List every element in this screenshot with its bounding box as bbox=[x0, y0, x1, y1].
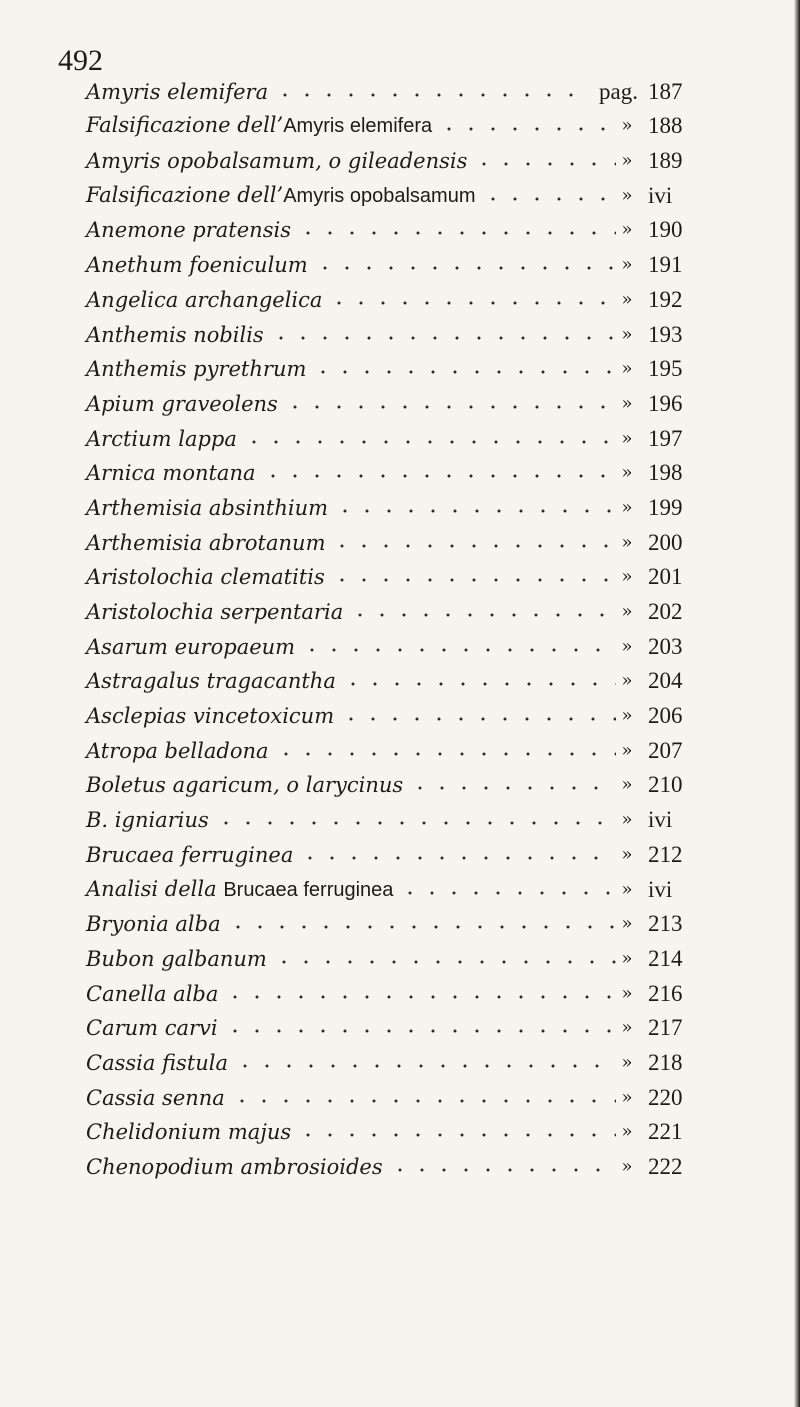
index-entry bbox=[86, 798, 710, 833]
ditto-mark: » bbox=[616, 1015, 638, 1041]
ditto-mark: » bbox=[616, 322, 638, 348]
index-entry bbox=[86, 521, 710, 556]
entry-page: 222 bbox=[638, 1154, 710, 1180]
index-entry bbox=[86, 1145, 710, 1180]
dot-leader bbox=[227, 923, 616, 931]
entry-title-part: Falsificazione dell’ bbox=[86, 182, 284, 207]
ditto-mark: » bbox=[616, 287, 638, 313]
entry-title bbox=[86, 1154, 389, 1180]
ditto-mark: » bbox=[616, 703, 638, 729]
dot-leader bbox=[438, 125, 616, 133]
dot-leader bbox=[301, 646, 616, 654]
dot-leader bbox=[274, 91, 591, 99]
entry-title-part: Atropa belladona bbox=[86, 738, 269, 763]
entry-title bbox=[86, 946, 273, 972]
entry-page: 200 bbox=[638, 530, 710, 556]
index-entry bbox=[86, 1007, 710, 1042]
entry-page: 191 bbox=[638, 252, 710, 278]
dot-leader bbox=[231, 1097, 616, 1105]
entry-page: 217 bbox=[638, 1015, 710, 1041]
entry-title-part: Anemone pratensis bbox=[86, 218, 291, 243]
entry-page: ivi bbox=[638, 877, 710, 903]
ditto-mark: » bbox=[616, 668, 638, 694]
dot-leader bbox=[314, 264, 616, 272]
page-edge-shadow bbox=[794, 0, 800, 1407]
ditto-mark: » bbox=[616, 807, 638, 833]
dot-leader bbox=[334, 507, 616, 515]
index-entry bbox=[86, 174, 710, 209]
entry-page: 188 bbox=[638, 113, 710, 139]
entry-title-part: Brucaea ferruginea bbox=[223, 878, 394, 901]
entry-page: 192 bbox=[638, 287, 710, 313]
entry-title-part: Amyris opobalsamum bbox=[283, 184, 476, 207]
entry-title-part: Falsificazione dell’ bbox=[86, 113, 284, 138]
ditto-mark: » bbox=[616, 426, 638, 452]
ditto-mark: » bbox=[616, 217, 638, 243]
dot-leader bbox=[299, 854, 616, 862]
entry-title-part: Bryonia alba bbox=[86, 912, 221, 937]
index-entry bbox=[86, 764, 710, 799]
entry-title bbox=[86, 252, 314, 278]
ditto-mark: » bbox=[616, 1119, 638, 1145]
entry-title bbox=[86, 217, 297, 243]
ditto-mark: » bbox=[616, 1050, 638, 1076]
dot-leader bbox=[270, 334, 616, 342]
entry-title-part: Cassia senna bbox=[86, 1085, 225, 1110]
entry-page: 212 bbox=[638, 842, 710, 868]
ditto-mark: » bbox=[616, 495, 638, 521]
entry-title-part: Anthemis nobilis bbox=[86, 322, 264, 347]
index-entry bbox=[86, 105, 710, 140]
index-entry bbox=[86, 1041, 710, 1076]
ditto-mark: » bbox=[616, 1154, 638, 1180]
dot-leader bbox=[273, 958, 616, 966]
entry-title bbox=[86, 322, 270, 348]
entry-page: 206 bbox=[638, 703, 710, 729]
entry-page: 214 bbox=[638, 946, 710, 972]
ditto-mark: » bbox=[616, 148, 638, 174]
entry-title-part: Chelidonium majus bbox=[86, 1120, 292, 1145]
ditto-mark: » bbox=[616, 183, 638, 209]
entry-title bbox=[86, 148, 473, 174]
entry-title-part: Brucaea ferruginea bbox=[86, 842, 294, 867]
entry-title-part: Boletus agaricum, o larycinus bbox=[86, 773, 404, 798]
index-entry bbox=[86, 694, 710, 729]
dot-leader bbox=[342, 680, 616, 688]
entry-page: 193 bbox=[638, 322, 710, 348]
entry-title-part: Arthemisia abrotanum bbox=[86, 530, 326, 555]
entry-page: 190 bbox=[638, 217, 710, 243]
entry-page: 198 bbox=[638, 460, 710, 486]
index-entry bbox=[86, 937, 710, 972]
ditto-mark: » bbox=[616, 946, 638, 972]
entry-page: 216 bbox=[638, 981, 710, 1007]
index-entry bbox=[86, 278, 710, 313]
entry-title bbox=[86, 564, 331, 590]
dot-leader bbox=[234, 1062, 616, 1070]
entry-title bbox=[86, 876, 399, 903]
index-entries bbox=[86, 70, 710, 1180]
entry-title-part: Canella alba bbox=[86, 981, 219, 1006]
ditto-mark: » bbox=[616, 530, 638, 556]
dot-leader bbox=[473, 160, 616, 168]
entry-page: 187 bbox=[638, 79, 710, 105]
entry-title-part: Carum carvi bbox=[86, 1016, 218, 1041]
dot-leader bbox=[297, 1131, 616, 1139]
dot-leader bbox=[275, 750, 616, 758]
entry-title-part: Cassia fistula bbox=[86, 1050, 229, 1075]
entry-title bbox=[86, 1085, 231, 1111]
entry-page: 189 bbox=[638, 148, 710, 174]
entry-title-part: Aristolochia clematitis bbox=[86, 565, 325, 590]
dot-leader bbox=[349, 611, 616, 619]
entry-page: 195 bbox=[638, 356, 710, 382]
dot-leader bbox=[482, 195, 617, 203]
index-entry bbox=[86, 486, 710, 521]
entry-title bbox=[86, 668, 342, 694]
index-entry bbox=[86, 382, 710, 417]
dot-leader bbox=[340, 715, 616, 723]
index-entry bbox=[86, 903, 710, 938]
dot-leader bbox=[262, 472, 617, 480]
entry-title bbox=[86, 460, 262, 486]
entry-title bbox=[86, 599, 349, 625]
dot-leader bbox=[331, 542, 616, 550]
entry-page: ivi bbox=[638, 183, 710, 209]
ditto-mark: » bbox=[616, 356, 638, 382]
entry-title bbox=[86, 738, 275, 764]
entry-page: 220 bbox=[638, 1085, 710, 1111]
entry-page: 203 bbox=[638, 634, 710, 660]
entry-title-part: Arnica montana bbox=[86, 461, 256, 486]
index-entry bbox=[86, 243, 710, 278]
entry-page: 210 bbox=[638, 772, 710, 798]
entry-title-part: Amyris elemifera bbox=[283, 115, 433, 138]
entry-title bbox=[86, 1015, 224, 1041]
entry-page: ivi bbox=[638, 807, 710, 833]
entry-title-part: Astragalus tragacantha bbox=[86, 669, 336, 694]
ditto-mark: » bbox=[616, 772, 638, 798]
index-entry bbox=[86, 1076, 710, 1111]
ditto-mark: » bbox=[616, 391, 638, 417]
ditto-mark: » bbox=[616, 877, 638, 903]
entry-page: 204 bbox=[638, 668, 710, 694]
entry-title bbox=[86, 772, 409, 798]
entry-title bbox=[86, 703, 340, 729]
entry-title-part: Amyris opobalsamum, o gileadensis bbox=[86, 149, 468, 174]
ditto-mark: » bbox=[616, 738, 638, 764]
dot-leader bbox=[243, 438, 616, 446]
index-entry bbox=[86, 1111, 710, 1146]
entry-title-part: Aristolochia serpentaria bbox=[86, 600, 344, 624]
entry-title bbox=[86, 287, 328, 313]
entry-page: 207 bbox=[638, 738, 710, 764]
dot-leader bbox=[224, 1027, 616, 1035]
ditto-mark: » bbox=[616, 981, 638, 1007]
entry-title-part: Asarum europaeum bbox=[86, 634, 296, 659]
entry-title bbox=[86, 1119, 297, 1145]
dot-leader bbox=[328, 299, 616, 307]
entry-title bbox=[86, 356, 312, 382]
entry-title bbox=[86, 426, 243, 452]
entry-page: 221 bbox=[638, 1119, 710, 1145]
entry-title bbox=[86, 807, 215, 833]
entry-page: 218 bbox=[638, 1050, 710, 1076]
pag-label: pag. bbox=[591, 79, 638, 105]
entry-page: 197 bbox=[638, 426, 710, 452]
entry-title bbox=[86, 495, 334, 521]
entry-page: 213 bbox=[638, 911, 710, 937]
index-entry bbox=[86, 868, 710, 903]
ditto-mark: » bbox=[616, 599, 638, 625]
index-entry bbox=[86, 833, 710, 868]
entry-title bbox=[86, 79, 274, 105]
index-entry bbox=[86, 590, 710, 625]
entry-title bbox=[86, 530, 331, 556]
ditto-mark: » bbox=[616, 842, 638, 868]
entry-title-part: Anthemis pyrethrum bbox=[86, 357, 307, 382]
entry-page: 201 bbox=[638, 564, 710, 590]
entry-title bbox=[86, 842, 299, 868]
dot-leader bbox=[399, 889, 616, 897]
index-entry bbox=[86, 556, 710, 591]
entry-title-part: Chenopodium ambrosioides bbox=[86, 1155, 383, 1179]
dot-leader bbox=[409, 784, 616, 792]
index-entry bbox=[86, 139, 710, 174]
entry-title bbox=[86, 911, 227, 937]
ditto-mark: » bbox=[616, 634, 638, 660]
entry-title-part: Bubon galbanum bbox=[86, 946, 267, 971]
entry-title-part: B. igniarius bbox=[86, 808, 209, 833]
dot-leader bbox=[284, 403, 616, 411]
index-entry bbox=[86, 452, 710, 487]
index-entry bbox=[86, 209, 710, 244]
entry-title bbox=[86, 634, 301, 660]
entry-page: 202 bbox=[638, 599, 710, 625]
dot-leader bbox=[312, 368, 616, 376]
page-number: 492 bbox=[58, 44, 103, 77]
entry-title-part: Angelica archangelica bbox=[86, 287, 323, 312]
entry-title-part: Apium graveolens bbox=[86, 391, 278, 416]
index-entry bbox=[86, 729, 710, 764]
dot-leader bbox=[297, 229, 616, 237]
index-entry bbox=[86, 972, 710, 1007]
dot-leader bbox=[331, 576, 616, 584]
entry-title-part: Amyris elemifera bbox=[86, 79, 269, 104]
entry-title bbox=[86, 112, 438, 139]
ditto-mark: » bbox=[616, 911, 638, 937]
index-entry bbox=[86, 348, 710, 383]
index-entry bbox=[86, 660, 710, 695]
dot-leader bbox=[389, 1166, 616, 1174]
index-entry bbox=[86, 625, 710, 660]
entry-title-part: Arctium lappa bbox=[86, 426, 237, 451]
dot-leader bbox=[215, 819, 616, 827]
dot-leader bbox=[224, 993, 616, 1001]
ditto-mark: » bbox=[616, 460, 638, 486]
entry-title bbox=[86, 1050, 234, 1076]
ditto-mark: » bbox=[616, 1085, 638, 1111]
ditto-mark: » bbox=[616, 564, 638, 590]
entry-page: 196 bbox=[638, 391, 710, 417]
entry-page: 199 bbox=[638, 495, 710, 521]
ditto-mark: » bbox=[616, 113, 638, 139]
ditto-mark: » bbox=[616, 252, 638, 278]
entry-title-part: Asclepias vincetoxicum bbox=[86, 704, 335, 729]
index-entry bbox=[86, 70, 710, 105]
entry-title bbox=[86, 391, 284, 417]
entry-title-part: Analisi della bbox=[86, 876, 224, 901]
entry-title bbox=[86, 981, 224, 1007]
entry-title-part: Arthemisia absinthium bbox=[86, 495, 329, 520]
index-entry bbox=[86, 313, 710, 348]
index-entry bbox=[86, 417, 710, 452]
entry-title-part: Anethum foeniculum bbox=[86, 253, 308, 278]
entry-title bbox=[86, 182, 482, 209]
